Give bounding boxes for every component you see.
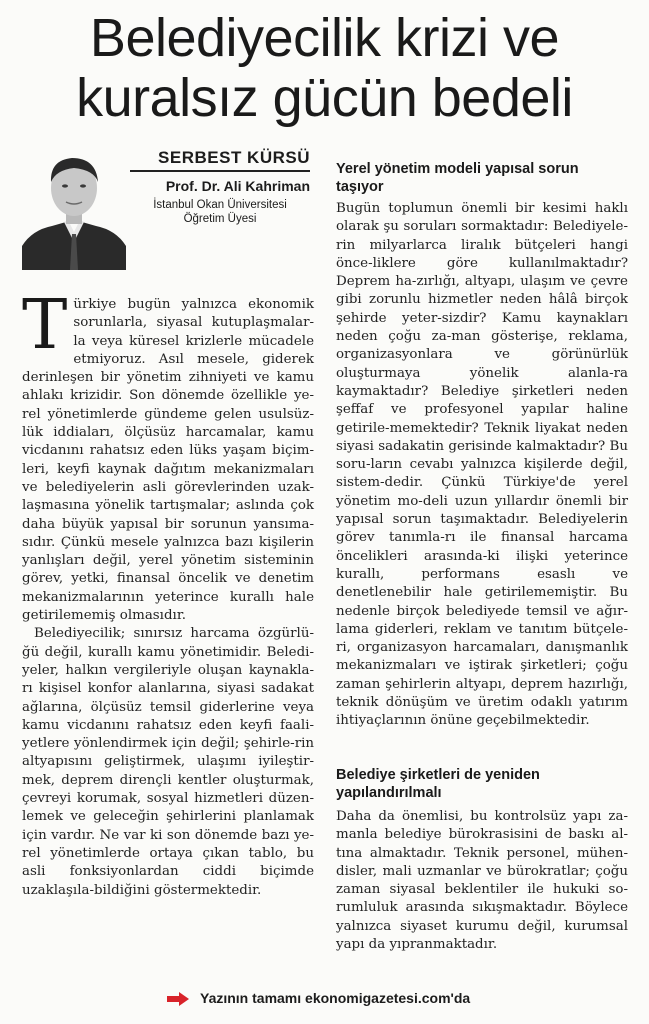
headline-line-1: Belediyecilik krizi ve — [89, 8, 560, 68]
footer-text: Yazının tamamı ekonomigazetesi.com'da — [200, 990, 471, 1006]
section-label: SERBEST KÜRSÜ — [130, 148, 310, 172]
right-paragraph-1: Bugün toplumun önemli bir kesimi haklı olarak şu soruları sormaktadır: Belediyele-rin milyarlarca liralık bütçeleri hangi önce-liklere göre kullanılmaktadır? Deprem ha-zırlığı, altyapı, ulaşım ve çevre gibi zorunlu hizmetler neden hâlâ birçok şehirde yeter-sizdir? Kamu kaynakları neden çoğu za-man gösterişe, reklama, organizasyonlara ve görünürlük oluşturmaya yönelik alanla-ra kaymaktadır? Belediye şirketleri neden şeffaf ve profesyonel yapılar haline getirile-memektedir? Teknik liyakat neden siyasi sadakatin gerisinde kalmaktadır? Bu soru-ların cevabı yalnızca kişilerde değil, sistem-dedir. Çünkü Türkiye'de yerel yönetim mo-deli uzun yıllardır önemli bir yapısal sorun taşımaktadır. Belediyelerin görev tanımla-rı ile finansal harcama öncelikleri arasında-ki ilişki yeterince kurallı, performans esaslı ve denetlenebilir hale getirilememiştir. Bu nedenle birçok belediyede temsil ve ağır-lama giderleri, reklam ve tanıtım bütçele-ri, organizasyon harcamaları, danışmanlık mekanizmaları ve iştirak şirketleri; çoğu zaman şehirlerin altyapı, deprem hazırlığı, teknik dönüşüm ve üretim odaklı yatırım ihtiyaçlarının önüne geçebilmektedir. — [336, 201, 628, 729]
right-column-top — [336, 200, 628, 731]
right-column-bottom — [336, 808, 628, 954]
byline — [130, 148, 310, 226]
drop-cap: T — [22, 286, 68, 365]
affiliation-line-1: İstanbul Okan Üniversitesi — [153, 199, 287, 211]
subheading-2: Belediye şirketleri de yeniden yapılandırılmalı — [336, 767, 540, 801]
affiliation-line-2: Öğretim Üyesi — [183, 213, 257, 225]
left-paragraph-1 — [22, 286, 314, 625]
author-photo — [22, 142, 126, 270]
headline-line-2: kuralsız gücün bedeli — [76, 68, 573, 128]
author-name-text: Prof. Dr. Ali Kahriman — [165, 178, 310, 194]
subheading-1: Yerel yönetim modeli yapısal sorun taşıyor — [336, 161, 579, 195]
author-name — [130, 178, 310, 194]
footer-link[interactable] — [150, 988, 550, 1012]
left-paragraph-2: Belediyecilik; sınırsız harcama özgürlü-ğü değil, kurallı kamu yönetimidir. Beledi-yeler, halkın vergileriyle oluşan kaynakla-rı kişisel konfor alanlarına, siyasi sadakat ağlarına, ölçüsüz temsil giderlerine veya kamu vicdanını rahatsız eden keyfi faali-yetlere yönlendirmek için değil; şehirle-rin altyapısını geliştirmek, ulaşımı iyileştir-mek, deprem dirençli kentler oluşturmak, çevreyi korumak, sosyal hizmetleri düzen-lemek ve geleceğin şehirlerini planlamak için vardır. Ne var ki son dönemde bazı ye-rel yönetimlerde ortaya çıkan tablo, bu asli fonksiyonlardan ciddi biçimde uzaklaşıla-bildiğini göstermektedir. — [22, 626, 314, 898]
author-affiliation — [130, 198, 310, 226]
right-paragraph-2: Daha da önemlisi, bu kontrolsüz yapı za-manla belediye bürokrasisini de baskı al-tına almaktadır. Teknik personel, mühen-disler, mali uzmanlar ve bürokratlar; çoğu zaman siyasal beklentiler ile hukuki so-rumluluk arasında sıkışmaktadır. Böylece yalnızca siyaset kurumu değil, kurumsal yapı da yıpranmaktadır. — [336, 809, 628, 953]
left-paragraph-1-text: ürkiye bugün yalnızca ekonomik sorunlarla, siyasal kutuplaşmalar-la veya küresel krizlerle mücadele etmiyoruz. Asıl mesele, giderek derinleşen bir yönetim zihniyeti ve kamu ahlakı krizidir. Son dönemde özellikle ye-rel yönetimlerde gündeme gelen usulsüz-lük iddiaları, ölçüsüz harcamalar, kamu vicdanını rahatsız eden lüks yaşam biçim-leri, keyfi kaynak dağıtım mekanizmaları ve belediyelerin asli görevlerinden uzak-laşmasına yönelik tartışmalar; aslında çok daha büyük yapısal bir sorunun yansıma-sıdır. Çünkü mesele yalnızca bazı kişilerin yanlışları değil, yerel yönetim sisteminin görev, yetki, finansal öncelik ve denetim mekanizmalarının yeterince kurallı hale getirilememiş olmasıdır. — [22, 297, 314, 624]
left-column — [22, 286, 314, 900]
arrow-right-icon — [166, 991, 190, 1007]
